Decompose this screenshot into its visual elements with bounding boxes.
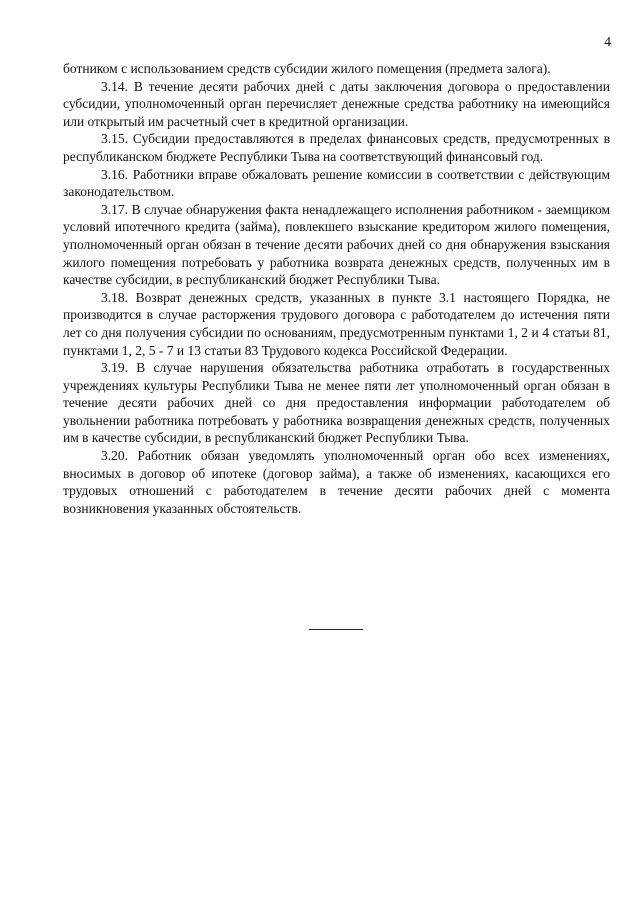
paragraph-3-20: 3.20. Работник обязан уведомлять уполномоченный орган обо всех изменениях, вносимых в договор об ипотеке (договор займа), а также об изменениях, касающихся его трудовых отношений с работодателем в течение десяти рабочих дней с момента возникновения указанных обстоятельств. xyxy=(63,448,610,516)
paragraph-3-17: 3.17. В случае обнаружения факта ненадлежащего исполнения работником - заемщиком условий ипотечного кредита (займа), повлекшего взыскание кредитором жилого помещения, уполномоченный орган обязан в течение десяти рабочих дней со дня обнаружения взыскания жилого помещения потребовать у работника возврата денежных средств, полученных им в качестве субсидии, в республиканский бюджет Республики Тыва. xyxy=(63,201,610,288)
paragraph-3-19: 3.19. В случае нарушения обязательства работника отработать в государственных учреждениях культуры Республики Тыва не менее пяти лет уполномоченный орган обязан в течение десяти рабочих дней со дня предоставления информации работодателем об увольнении работника потребовать у работника возвращения денежных средств, полученных им в качестве субсидии, в республиканский бюджет Республики Тыва. xyxy=(63,360,610,446)
page-number: 4 xyxy=(604,34,611,49)
document-body xyxy=(63,60,610,517)
end-of-document-rule xyxy=(309,629,363,630)
paragraph-3-16: 3.16. Работники вправе обжаловать решение комиссии в соответствии с действующим законодательством. xyxy=(63,166,610,200)
paragraph-3-15: 3.15. Субсидии предоставляются в пределах финансовых средств, предусмотренных в республиканском бюджете Республики Тыва на соответствующий финансовый год. xyxy=(63,131,610,164)
paragraph-3-14: 3.14. В течение десяти рабочих дней с даты заключения договора о предоставлении субсидии, уполномоченный орган перечисляет денежные средства работнику на имеющийся или открытый им расчетный счет в кредитной организации. xyxy=(63,78,610,129)
paragraph-3-18: 3.18. Возврат денежных средств, указанных в пункте 3.1 настоящего Порядка, не производится в случае расторжения трудового договора с работодателем до истечения пяти лет со дня получения субсидии по основаниям, предусмотренным пунктами 1, 2 и 4 статьи 81, пунктами 1, 2, 5 - 7 и 13 статьи 83 Трудового кодекса Российской Федерации. xyxy=(63,289,610,358)
paragraph-3-13-continuation: ботником с использованием средств субсидии жилого помещения (предмета залога). xyxy=(63,61,551,76)
